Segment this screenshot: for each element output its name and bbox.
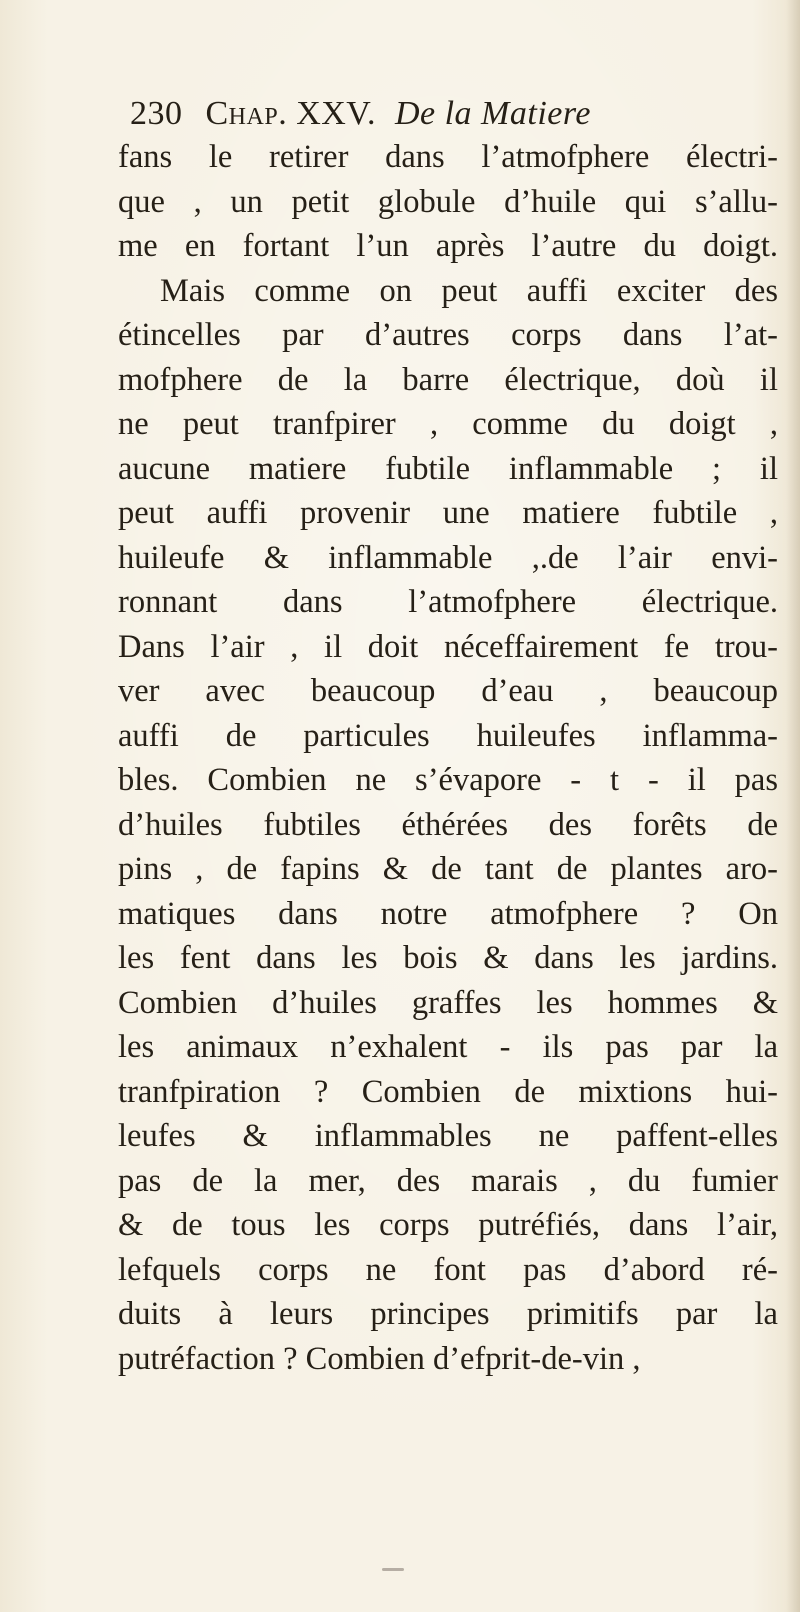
text-line: mofphere de la barre électrique, doù il: [118, 361, 778, 398]
text-line: matiques dans notre atmofphere ? On: [118, 895, 778, 932]
text-line: putréfaction ? Combien d’efprit-de-vin ,: [118, 1340, 641, 1377]
chapter-label: Chap. XXV.: [205, 95, 376, 132]
text-line: que , un petit globule d’huile qui s’allu-: [118, 183, 778, 220]
page-number: 230: [130, 95, 183, 132]
text-line: tranfpiration ? Combien de mixtions hui-: [118, 1073, 778, 1110]
text-line: peut auffi provenir une matiere fubtile ,: [118, 495, 778, 531]
page-edge-shadow: [786, 0, 800, 1612]
text-line: lefquels corps ne font pas d’abord ré-: [118, 1251, 778, 1288]
text-line: duits à leurs principes primitifs par la: [118, 1296, 778, 1332]
text-line: Combien d’huiles graffes les hommes &: [118, 984, 778, 1021]
text-line: & de tous les corps putréfiés, dans l’air,: [118, 1207, 778, 1243]
text-line: d’huiles fubtiles éthérées des forêts de: [118, 806, 778, 843]
text-line: pas de la mer, des marais , du fumier: [118, 1162, 778, 1199]
text-line: huileufe & inflammable ,.de l’air envi-: [118, 539, 778, 576]
text-line: leufes & inflammables ne paffent-elles: [118, 1118, 778, 1154]
text-line: ne peut tranfpirer , comme du doigt ,: [118, 406, 778, 442]
text-line: Dans l’air , il doit néceffairement fe trou-: [118, 628, 778, 665]
text-line: fans le retirer dans l’atmofphere électri-: [118, 139, 778, 175]
text-line: bles. Combien ne s’évapore - t - il pas: [118, 762, 778, 798]
text-line: les fent dans les bois & dans les jardins.: [118, 940, 778, 976]
text-line: ver avec beaucoup d’eau , beaucoup: [118, 673, 778, 709]
text-line: étincelles par d’autres corps dans l’at-: [118, 317, 778, 353]
section-title: De la Matiere: [394, 95, 591, 132]
text-line: les animaux n’exhalent - ils pas par la: [118, 1029, 778, 1065]
text-line: auffi de particules huileufes inflamma-: [118, 717, 778, 754]
body-text: [118, 135, 778, 1381]
running-head: [130, 92, 770, 136]
text-line: Mais comme on peut auffi exciter des: [160, 272, 778, 309]
text-line: ronnant dans l’atmofphere électrique.: [118, 584, 778, 620]
text-line: pins , de fapins & de tant de plantes aro-: [118, 851, 778, 887]
text-line: aucune matiere fubtile inflammable ; il: [118, 450, 778, 487]
text-line: me en fortant l’un après l’autre du doigt.: [118, 228, 778, 264]
ink-smudge: [382, 1568, 404, 1571]
